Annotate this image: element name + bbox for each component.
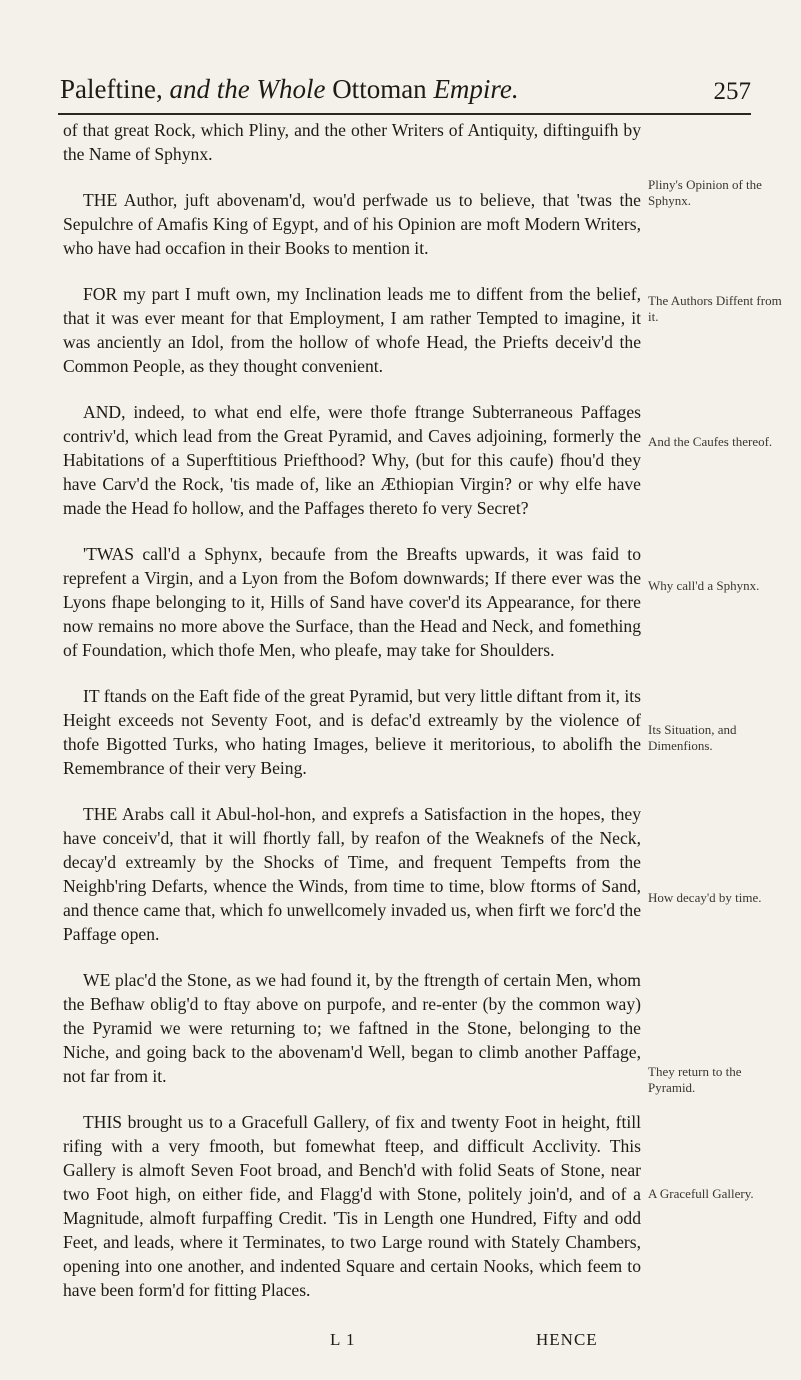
signature-mark: L 1	[330, 1330, 356, 1349]
main-text	[63, 118, 641, 1324]
title-part-1: Paleftine,	[60, 74, 163, 104]
paragraph-4: AND, indeed, to what end elfe, were thofe ftrange Subterraneous Paffages contriv'd, which lead from the Great Pyramid, and Caves adjoining, formerly the Habitations of a Superftitious Priefthood? Why, (but for this caufe) fhou'd they have Carv'd the Rock, 'tis made of, like an Æthiopian Virgin? or why elfe have made the Head fo hollow, and the Paffages thereto fo very Secret?	[63, 402, 641, 518]
margin-note-gallery: A Gracefull Gallery.	[648, 1186, 754, 1201]
paragraph-5: 'TWAS call'd a Sphynx, becaufe from the Breafts upwards, it was faid to reprefent a Virgin, and a Lyon from the Bofom downwards; If there ever was the Lyons fhape belonging to it, Hills of Sand have cover'd its Appearance, for there now remains no more above the Surface, than the Head and Neck, and fomething of Foundation, which thofe Men, who pleafe, may take for Shoulders.	[63, 544, 641, 660]
margin-note-return: They return to the Pyramid.	[648, 1064, 742, 1095]
paragraph-2: THE Author, juft abovenam'd, wou'd perfwade us to believe, that 'twas the Sepulchre of Amafis King of Egypt, and of his Opinion are moft Modern Writers, who have had occafion in their Books to mention it.	[63, 190, 641, 258]
header-rule	[58, 113, 751, 115]
paragraph-3: FOR my part I muft own, my Inclination leads me to diffent from the belief, that it was ever meant for that Employment, I am rather Tempted to imagine, it was anciently an Idol, from the hollow of whofe Head, the Priefts deceiv'd the Common People, as they thought convenient.	[63, 284, 641, 376]
margin-note-sphynx: Why call'd a Sphynx.	[648, 578, 760, 593]
margin-note-dissent: The Authors Diffent from it.	[648, 293, 782, 324]
title-part-2: and the Whole	[169, 74, 326, 104]
margin-note-situation: Its Situation, and Dimenfions.	[648, 722, 737, 753]
paragraph-6: IT ftands on the Eaft fide of the great Pyramid, but very little diftant from it, its Height exceeds not Seventy Foot, and is defac'd extreamly by the violence of thofe Bigotted Turks, who hating Images, believe it meritorious, to abolifh the Remembrance of their very Being.	[63, 686, 641, 778]
margin-note-causes: And the Caufes thereof.	[648, 434, 773, 449]
paragraph-8: WE plac'd the Stone, as we had found it, by the ftrength of certain Men, whom the Befhaw oblig'd to ftay above on purpofe, and re-enter (by the common way) the Pyramid we were returning to; we faftned in the Stone, belonging to the Niche, and going back to the abovenam'd Well, began to climb another Paffage, not far from it.	[63, 970, 641, 1086]
catchword: HENCE	[536, 1330, 598, 1349]
margin-note-decay: How decay'd by time.	[648, 890, 762, 905]
paragraph-1: of that great Rock, which Pliny, and the other Writers of Antiquity, diftinguifh by the Name of Sphynx.	[63, 120, 641, 164]
title-part-4: Empire.	[433, 74, 519, 104]
paragraph-9: THIS brought us to a Gracefull Gallery, of fix and twenty Foot in height, ftill rifing with a very fmooth, but fomewhat fteep, and difficult Acclivity. This Gallery is almoft Seven Foot broad, and Bench'd with folid Seats of Stone, near two Foot high, on either fide, and Flagg'd with Stone, politely join'd, and of a Magnitude, almoft furpaffing Credit. 'Tis in Length one Hundred, Fifty and odd Feet, and leads, where it Terminates, to two Large round with Stately Chambers, opening into one another, and indented Square and certain Nooks, which feem to have been form'd for fitting Places.	[63, 1112, 641, 1300]
running-title	[60, 74, 519, 105]
paragraph-7: THE Arabs call it Abul-hol-hon, and exprefs a Satisfaction in the hopes, they have conceiv'd, that it will fhortly fall, by reafon of the Weaknefs of the Neck, decay'd extreamly by the Shocks of Time, and frequent Tempefts from the Neighb'ring Defarts, whence the Winds, from time to time, blow ftorms of Sand, and thence came that, which fo unwellcomely invaded us, when firft we forc'd the Paffage open.	[63, 804, 641, 944]
page-number: 257	[713, 78, 751, 105]
title-part-3: Ottoman	[332, 74, 427, 104]
margin-note-pliny: Pliny's Opinion of the Sphynx.	[648, 177, 762, 208]
